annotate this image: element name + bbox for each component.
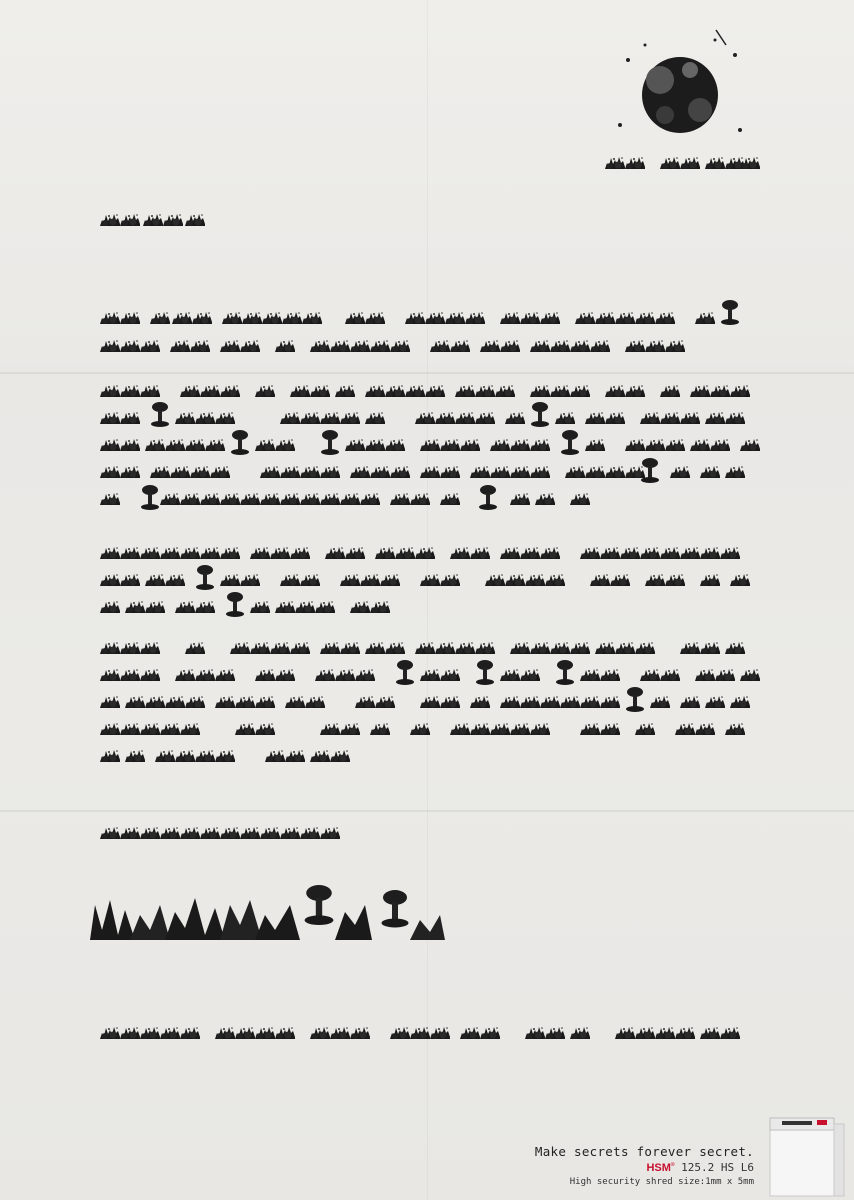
paper-shredder-icon <box>762 1110 852 1200</box>
registered-mark: ® <box>670 1161 675 1169</box>
ad-tagline: Make secrets forever secret. <box>534 1144 754 1159</box>
shred-size-info: High security shred size:1mm x 5mm <box>569 1177 754 1187</box>
brand-logo: HSM <box>646 1162 671 1174</box>
product-model: 125.2 HS L6 <box>681 1161 754 1174</box>
product-line <box>646 1161 754 1174</box>
signature-explosion <box>90 885 445 940</box>
letterhead-explosion-icon <box>618 30 742 133</box>
